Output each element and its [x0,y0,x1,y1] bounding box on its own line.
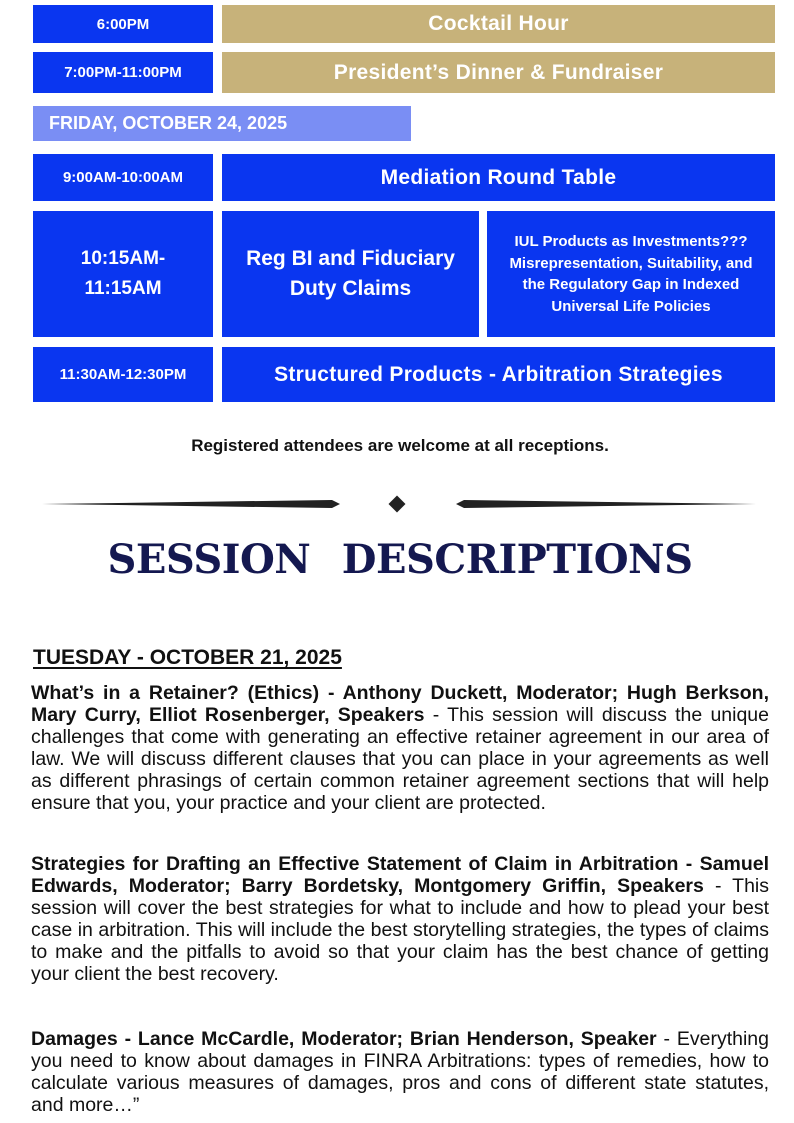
session-text: - This session will cover the best strategies for what to include and how to plead your best case in arbitration. This will include the best storytelling strategies, the types of claims to make and the pitfalls to avoid so that your claim has the best chance of getting your client the best recovery. [31,875,769,985]
divider-right [456,500,756,508]
event-cocktail-hour: Cocktail Hour [222,5,775,43]
event-iul-products: IUL Products as Investments??? Misrepresentation, Suitability, and the Regulatory Gap in Indexed Universal Life Policies [487,211,775,337]
session-description [31,853,769,985]
divider-left [42,500,340,508]
session-text: - Everything you need to know about damages in FINRA Arbitrations: types of remedies, how to calculate various measures of damages, pros and cons of different state statutes, and more…” [31,1028,769,1116]
session-title: What’s in a Retainer? (Ethics) - Anthony Duckett, Moderator; Hugh Berkson, Mary Curry, Elliot Rosenberger, Speakers [31,682,769,726]
session-description [31,1028,769,1116]
session-title: Damages - Lance McCardle, Moderator; Brian Henderson, Speaker [31,1028,657,1050]
event-structured-products: Structured Products - Arbitration Strategies [222,347,775,402]
section-title: SESSION DESCRIPTIONS [107,536,693,583]
time-mediation: 9:00AM-10:00AM [33,154,213,201]
time-structured-products: 11:30AM-12:30PM [33,347,213,402]
time-presidents-dinner: 7:00PM-11:00PM [33,52,213,93]
tuesday-heading: TUESDAY - OCTOBER 21, 2025 [33,646,342,669]
session-text: - This session will discuss the unique challenges that come with generating an effective retainer agreement in our area of law. We will discuss different clauses that you can place in your agreements as well as different phrasings of certain common retainer agreement sections that will help ensure that you, your practice and your client are protected. [31,704,769,814]
event-mediation-round-table: Mediation Round Table [222,154,775,201]
session-title: Strategies for Drafting an Effective Statement of Claim in Arbitration - Samuel Edwards, Moderator; Barry Bordetsky, Montgomery Griffin, Speakers [31,853,769,897]
time-cocktail-hour: 6:00PM [33,5,213,43]
friday-banner: FRIDAY, OCTOBER 24, 2025 [33,106,411,141]
event-presidents-dinner: President’s Dinner & Fundraiser [222,52,775,93]
receptions-note: Registered attendees are welcome at all receptions. [191,436,609,455]
divider-diamond-icon [389,496,406,513]
time-reg-bi: 10:15AM-11:15AM [33,211,213,337]
event-reg-bi-fiduciary: Reg BI and Fiduciary Duty Claims [222,211,479,337]
session-description [31,682,769,814]
